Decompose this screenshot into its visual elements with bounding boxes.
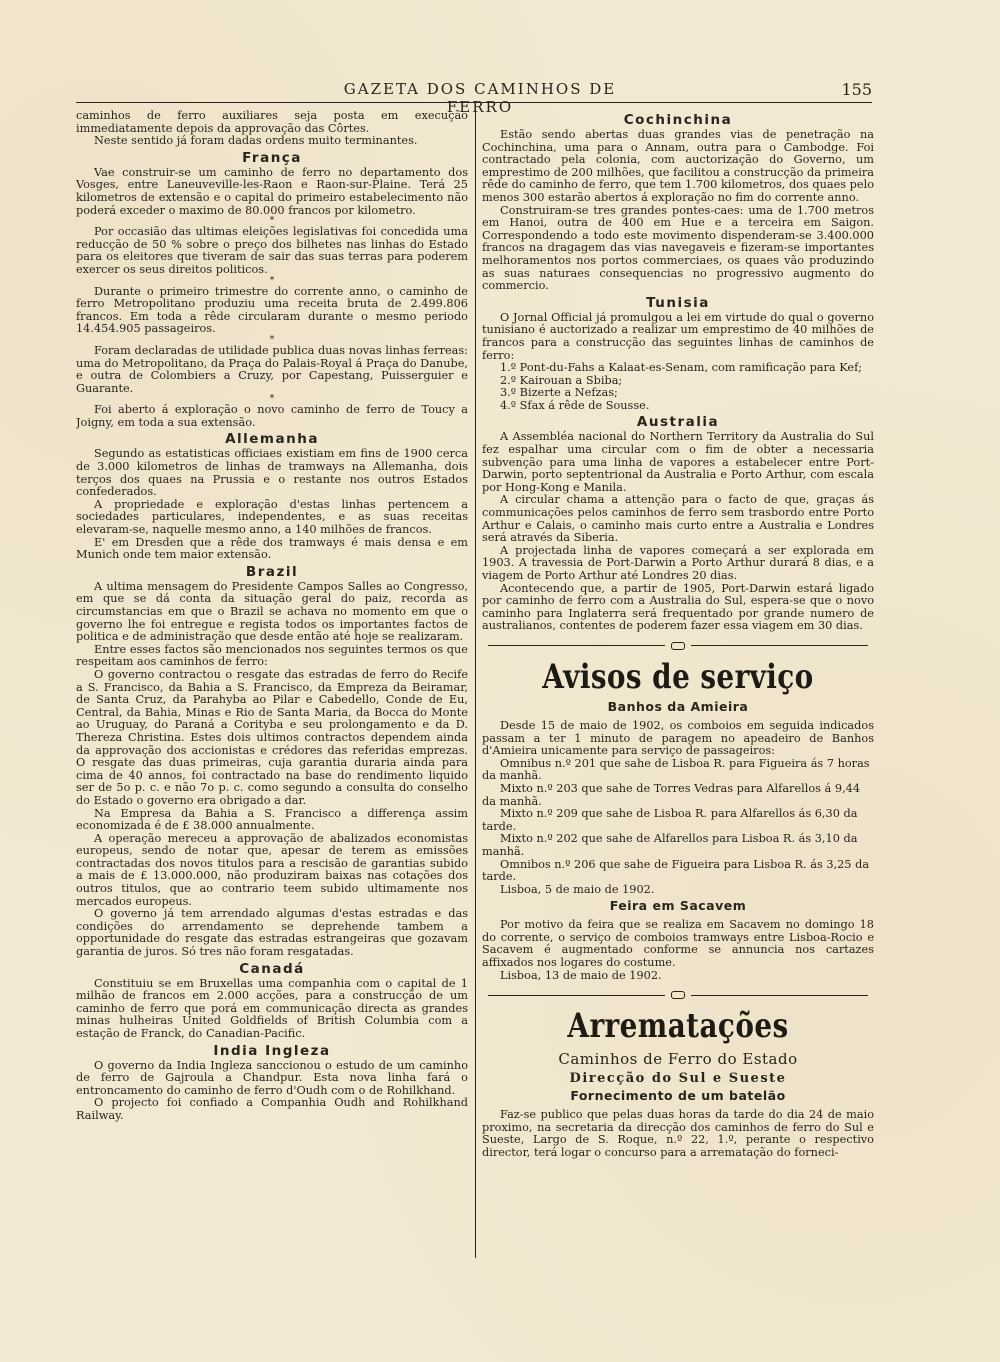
asterisk-separator: * bbox=[269, 216, 275, 227]
section-title-brazil: Brazil bbox=[245, 563, 299, 580]
paragraph: O Jornal Official já promulgou a lei em virtude do qual o governo tunisiano é auctorizado a realizar um emprestimo de 40 milhões de francos para a construcção das seguintes linhas de caminhos de ferro: bbox=[482, 310, 874, 362]
arrematacoes-subject: Fornecimento de um batelão bbox=[570, 1088, 786, 1104]
avisos-subtitle-2: Feira em Sacavem bbox=[609, 898, 747, 914]
asterisk-separator: * bbox=[269, 394, 275, 405]
list-item: Mixto n.º 202 que sahe de Alfarellos para Lisboa R. ás 3,10 da manhã. bbox=[482, 832, 858, 858]
paragraph: Vae construir-se um caminho de ferro no departamento dos Vosges, entre Laneuveville-les-Raon e Raon-sur-Plaine. Terá 25 kilometros de extensão e o capital do primeiro estabelecimento não poderá exceder o maximo de 80.000 francos por kilometro. bbox=[76, 165, 468, 217]
section-title-india: India Ingleza bbox=[213, 1042, 331, 1059]
page-number: 155 bbox=[841, 80, 872, 99]
section-title-tunisia: Tunisia bbox=[646, 294, 710, 311]
right-column bbox=[482, 110, 874, 1160]
paragraph: Constituiu se em Bruxellas uma companhia com o capital de 1 milhão de francos em 2.000 acções, para a construcção de um caminho de ferro que porá em communicação directa as grandes minas hulheiras United Goldfields of British Columbia com a estação de Franck, do Canadian-Pacific. bbox=[76, 976, 468, 1040]
paragraph: O governo já tem arrendado algumas d'estas estradas e das condições do arrendamento se deprehende tambem a opportunidade do resgate das estradas estrangeiras que gozavam garantia de juros. Só tres não foram resgatadas. bbox=[76, 907, 468, 959]
list-item: 1.º Pont-du-Fahs a Kalaat-es-Senam, com ramificação para Kef; bbox=[500, 361, 863, 375]
paragraph: Neste sentido já foram dadas ordens muito terminantes. bbox=[94, 134, 418, 148]
paragraph: A circular chama a attenção para o facto de que, graças ás communicações pelos caminhos de ferro sem trasbordo entre Porto Arthur e Calais, o caminho mais curto entre a Australia e Londres será através da Siberia. bbox=[482, 493, 874, 545]
paragraph: Foram declaradas de utilidade publica duas novas linhas ferreas: uma do Metropolitano, da Praça do Palais-Royal á Praça do Danube, e outra de Colombiers a Cruzy, por Capestang, Puisserguier e Guarante. bbox=[76, 343, 468, 395]
ornament-rule bbox=[482, 990, 874, 1000]
paragraph: Desde 15 de maio de 1902, os comboios em seguida indicados passam a ter 1 minuto de paragem no apeadeiro de Banhos d'Amieira unicamente para serviço de passageiros: bbox=[482, 718, 874, 758]
list-item: 4.º Sfax á rêde de Sousse. bbox=[500, 398, 650, 412]
section-title-franca: França bbox=[242, 149, 302, 166]
paragraph: O governo contractou o resgate das estradas de ferro do Recife a S. Francisco, da Bahia a S. Francisco, da Empreza da Beiramar, de Santa Cruz, da Parahyba ao Pilar e Cabedello, Conde de Eu, Central, da Bahia, Minas e Rio de Santa Maria, da Bocca do Monte ao Uruguay, do Paraná a Corityba e seu prolongamento e da D. Thereza Christina. Estes dois ultimos contractos dependem ainda da approvação dos accionistas e crédores das referidas emprezas. O resgate das duas primeiras, cuja garantia duraria ainda para cima de 40 annos, foi contractado na base do rendimento liquido ser de 5o p. c. e não 7o p. c. como segundo a consulta do conselho do Estado o governo era obrigado a dar. bbox=[76, 667, 468, 807]
paragraph: O projecto foi confiado a Companhia Oudh and Rohilkhand Railway. bbox=[76, 1096, 468, 1122]
arrematacoes-subtitle: Caminhos de Ferro do Estado bbox=[558, 1050, 798, 1069]
paragraph: A operação mereceu a approvação de abalizados economistas europeus, sendo de notar que, apesar de terem as emissões contractadas dos novos titulos para a rescisão de garantias subido a mais de £ 13.000.000, não produziram baixas nas cotações dos outros titulos, que ao contrario teem subido ultimamente nos mercados europeus. bbox=[76, 831, 468, 908]
paragraph: Acontecendo que, a partir de 1905, Port-Darwin estará ligado por caminho de ferro com a Australia do Sul, espera-se que o novo caminho para Inglaterra será frequentado por grande numero de australianos, contentes de poderem fazer essa viagem em 30 dias. bbox=[482, 581, 874, 633]
section-title-australia: Australia bbox=[636, 414, 720, 431]
section-title-allemanha: Allemanha bbox=[225, 431, 319, 448]
paragraph: caminhos de ferro auxiliares seja posta em execução immediatamente depois da approvação das Côrtes. bbox=[76, 110, 468, 135]
paragraph: Estão sendo abertas duas grandes vias de penetração na Cochinchina, uma para o Annam, outra para o Cambodge. Foi contractado pela colonia, com auctorização do Governo, um emprestimo de 200 milhões, que facilitou a construcção da primeira rêde do caminho de ferro, que tem 1.700 kilometros, dos quaes pelo menos 300 estarão abertos á exploração no fim do corrente anno. bbox=[482, 128, 874, 204]
list-item: Mixto n.º 203 que sahe de Torres Vedras para Alfarellos á 9,44 da manhã. bbox=[482, 781, 861, 808]
paragraph: O governo da India Ingleza sanccionou o estudo de um caminho de ferro de Gajroula a Chandpur. Esta nova linha fará o entroncamento do caminho de ferro d'Oudh com o de Rohilkhand. bbox=[76, 1058, 468, 1097]
paragraph: Segundo as estatisticas officiaes existiam em fins de 1900 cerca de 3.000 kilometros de linhas de tramways na Allemanha, dois terços dos quaes na Prussia e o restante nos outros Estados confederados. bbox=[76, 447, 468, 499]
paragraph: A ultima mensagem do Presidente Campos Salles ao Congresso, em que se dá conta da situação geral do paiz, recorda as circumstancias em que o Brazil se achava no momento em que o governo lhe foi entregue e regista todos os importantes factos de politica e de administração que desde então até hoje se realizaram. bbox=[76, 579, 468, 644]
list-item: 3.º Bizerte a Nefzas; bbox=[500, 386, 618, 400]
paragraph: Por occasião das ultimas eleições legislativas foi concedida uma reducção de 50 % sobre o preço dos bilhetes nas linhas do Estado para os eleitores que tiveram de sair das suas terras para poderem exercer os seus direitos politicos. bbox=[76, 225, 468, 276]
paragraph: Na Empresa da Bahia a S. Francisco a differença assim economizada é de £ 38.000 annualmente. bbox=[76, 806, 468, 833]
paragraph: A propriedade e exploração d'estas linhas pertencem a sociedades particulares, independentes, e as suas receitas elevaram-se, naquelle mesmo anno, a 140 milhões de francos. bbox=[76, 497, 468, 537]
arrematacoes-title: Arrematações bbox=[567, 1006, 789, 1047]
paragraph: Foi aberto á exploração o novo caminho de ferro de Toucy a Joigny, em toda a sua extensão. bbox=[76, 403, 468, 429]
asterisk-separator: * bbox=[269, 275, 275, 286]
paragraph: Por motivo da feira que se realiza em Sacavem no domingo 18 do corrente, o serviço de comboios tramways entre Lisboa-Rocio e Sacavem é augmentado conforme se annuncia nos cartazes affixados nos logares do costume. bbox=[482, 918, 874, 970]
avisos-title: Avisos de serviço bbox=[542, 656, 814, 697]
running-header: GAZETA DOS CAMINHOS DE FERRO bbox=[343, 80, 617, 116]
avisos-subtitle: Banhos da Amieira bbox=[607, 698, 749, 714]
paragraph: Entre esses factos são mencionados nos seguintes termos os que respeitam aos caminhos de ferro: bbox=[76, 642, 468, 669]
column-rule bbox=[475, 108, 476, 1258]
list-item: Mixto n.º 209 que sahe de Lisboa R. para Alfarellos ás 6,30 da tarde. bbox=[482, 807, 858, 833]
list-item: 2.º Kairouan a Sbiba; bbox=[500, 373, 623, 387]
list-item: Omnibus n.º 201 que sahe de Lisboa R. para Figueira ás 7 horas da manhã. bbox=[482, 756, 870, 783]
arrematacoes-direction: Direcção do Sul e Sueste bbox=[569, 1071, 787, 1087]
list-item: Omnibos n.º 206 que sahe de Figueira para Lisboa R. ás 3,25 da tarde. bbox=[482, 857, 870, 884]
paragraph: Construiram-se tres grandes pontes-caes: uma de 1.700 metros em Hanoi, outra de 400 em Hue e a terceira em Saigon. Correspondendo a todo este movimento dispenderam-se 3.400.000 francos na dragagem das vias navegaveis e fizeram-se importantes melhoramentos nos portos commerciaes, os quaes vão produzindo as suas naturaes consequencias no progressivo augmento do commercio. bbox=[482, 203, 874, 293]
paragraph: A Assembléa nacional do Northern Territory da Australia do Sul fez espalhar uma circular com o fim de obter a necessaria subvenção para uma linha de vapores a estabelecer entre Port-Darwin, porto septentrional da Australia e Porto Arthur, com escala por Hong-Kong e Manila. bbox=[482, 430, 874, 494]
signature-line: Lisboa, 13 de maio de 1902. bbox=[500, 968, 662, 982]
asterisk-separator: * bbox=[269, 334, 275, 345]
section-title-canada: Canadá bbox=[239, 960, 305, 977]
signature-line: Lisboa, 5 de maio de 1902. bbox=[500, 882, 655, 896]
paragraph: Faz-se publico que pelas duas horas da tarde do dia 24 de maio proximo, na secretaria da direcção dos caminhos de ferro do Sul e Sueste, Largo de S. Roque, n.º 22, 1.º, perante o respectivo director, terá logar o concurso para a arrematação do forneci- bbox=[482, 1108, 874, 1160]
left-column bbox=[76, 110, 468, 1123]
paragraph: Durante o primeiro trimestre do corrente anno, o caminho de ferro Metropolitano produziu uma receita bruta de 2.499.806 francos. Em toda a rêde circularam durante o mesmo periodo 14.454.905 passageiros. bbox=[76, 284, 468, 336]
paragraph: A projectada linha de vapores começará a ser explorada em 1903. A travessia de Port-Darwin a Porto Arthur durará 8 dias, e a viagem de Porto Arthur até Londres 20 dias. bbox=[482, 543, 874, 582]
ornament-rule bbox=[482, 641, 874, 651]
section-title-cochinchina: Cochinchina bbox=[623, 112, 733, 128]
header-rule bbox=[76, 102, 872, 103]
paragraph: E' em Dresden que a rêde dos tramways é mais densa e em Munich onde tem maior extensão. bbox=[76, 535, 468, 562]
